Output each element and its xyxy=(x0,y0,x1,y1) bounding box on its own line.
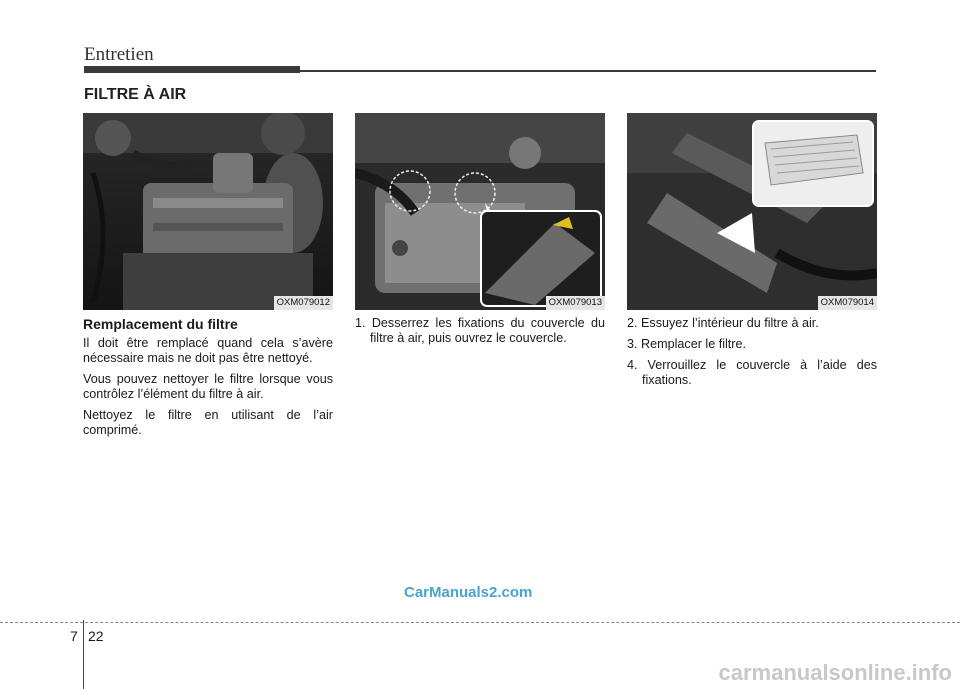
paragraph: Nettoyez le filtre en utilisant de l’air comprimé. xyxy=(83,408,333,437)
subtitle: Remplacement du filtre xyxy=(83,316,238,332)
section-title: Entretien xyxy=(84,44,154,65)
footer-site-watermark: carmanualsonline.info xyxy=(718,660,952,685)
step-item: 3. Remplacer le filtre. xyxy=(627,337,746,351)
figure-cover-clips xyxy=(355,113,605,310)
paragraph: Vous pouvez nettoyer le filtre lorsque vous contrôlez l’élément du filtre à air. xyxy=(83,372,333,401)
column-replacement-intro xyxy=(83,316,333,444)
column-steps-2-4 xyxy=(627,316,877,394)
figure-code: OXM079012 xyxy=(274,296,333,310)
watermark-link[interactable]: CarManuals2.com xyxy=(404,584,533,601)
column-step-1 xyxy=(355,316,605,352)
figure-code: OXM079013 xyxy=(546,296,605,310)
chapter-number: 7 xyxy=(70,628,78,644)
paragraph: Il doit être remplacé quand cela s’avère nécessaire mais ne doit pas être nettoyé. xyxy=(83,336,333,365)
filter-element-illustration xyxy=(627,113,877,310)
step-item: 1. Desserrez les fixations du couvercle du filtre à air, puis ouvrez le couvercle. xyxy=(355,316,605,345)
figure-engine-airbox xyxy=(83,113,333,310)
footer-divider xyxy=(0,622,960,623)
header-bar xyxy=(84,66,300,73)
figure-code: OXM079014 xyxy=(818,296,877,310)
step-item: 4. Verrouillez le couvercle à l’aide des fixations. xyxy=(627,358,877,387)
figure-filter-element xyxy=(627,113,877,310)
header-rule xyxy=(300,70,876,72)
step-item: 2. Essuyez l’intérieur du filtre à air. xyxy=(627,316,819,330)
page-heading: FILTRE À AIR xyxy=(84,86,187,103)
page-number: 22 xyxy=(88,628,104,644)
engine-airbox-illustration xyxy=(83,113,333,310)
footer-vertical-rule xyxy=(83,620,84,689)
cover-clips-illustration xyxy=(355,113,605,310)
